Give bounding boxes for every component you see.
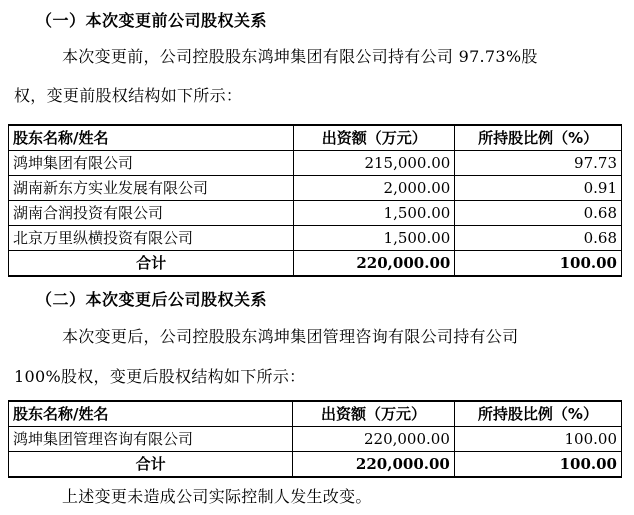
capital-contribution: 1,500.00 (294, 226, 455, 251)
equity-table-after (8, 400, 622, 478)
header-capital-contribution: 出资额（万元） (293, 401, 455, 427)
table-header-row (9, 125, 622, 151)
shareholder-name: 湖南合润投资有限公司 (9, 201, 294, 226)
header-shareholding-ratio: 所持股比例（%） (455, 125, 622, 151)
header-shareholder-name: 股东名称/姓名 (9, 125, 294, 151)
section1-heading: （一）本次变更前公司股权关系 (36, 11, 268, 30)
section2-heading: （二）本次变更后公司股权关系 (36, 290, 268, 309)
shareholding-ratio: 0.68 (455, 226, 622, 251)
total-label: 合计 (9, 452, 293, 478)
closing-statement: 上述变更未造成公司实际控制人发生改变。 (62, 487, 372, 506)
table-row (9, 176, 622, 201)
total-capital: 220,000.00 (293, 452, 455, 478)
table-row (9, 151, 622, 176)
total-capital: 220,000.00 (294, 251, 455, 277)
table-row (9, 226, 622, 251)
section1-paragraph-line1: 本次变更前，公司控股股东鸿坤集团有限公司持有公司 97.73%股 (62, 47, 538, 66)
section2-paragraph-line1: 本次变更后，公司控股股东鸿坤集团管理咨询有限公司持有公司 (62, 327, 519, 346)
table-header-row (9, 401, 622, 427)
table-row (9, 427, 622, 452)
shareholder-name: 鸿坤集团有限公司 (9, 151, 294, 176)
total-label: 合计 (9, 251, 294, 277)
header-capital-contribution: 出资额（万元） (294, 125, 455, 151)
shareholding-ratio: 97.73 (455, 151, 622, 176)
section2-paragraph-line2: 100%股权，变更后股权结构如下所示： (14, 367, 306, 386)
shareholder-name: 湖南新东方实业发展有限公司 (9, 176, 294, 201)
total-ratio: 100.00 (454, 452, 621, 478)
table-total-row (9, 452, 622, 478)
capital-contribution: 215,000.00 (294, 151, 455, 176)
shareholding-ratio: 100.00 (454, 427, 621, 452)
shareholder-name: 北京万里纵横投资有限公司 (9, 226, 294, 251)
table-row (9, 201, 622, 226)
table-total-row (9, 251, 622, 277)
header-shareholding-ratio: 所持股比例（%） (454, 401, 621, 427)
capital-contribution: 2,000.00 (294, 176, 455, 201)
shareholding-ratio: 0.68 (455, 201, 622, 226)
capital-contribution: 220,000.00 (293, 427, 455, 452)
shareholding-ratio: 0.91 (455, 176, 622, 201)
capital-contribution: 1,500.00 (294, 201, 455, 226)
section1-paragraph-line2: 权，变更前股权结构如下所示： (14, 86, 243, 105)
total-ratio: 100.00 (455, 251, 622, 277)
shareholder-name: 鸿坤集团管理咨询有限公司 (9, 427, 293, 452)
header-shareholder-name: 股东名称/姓名 (9, 401, 293, 427)
equity-table-before (8, 124, 622, 277)
